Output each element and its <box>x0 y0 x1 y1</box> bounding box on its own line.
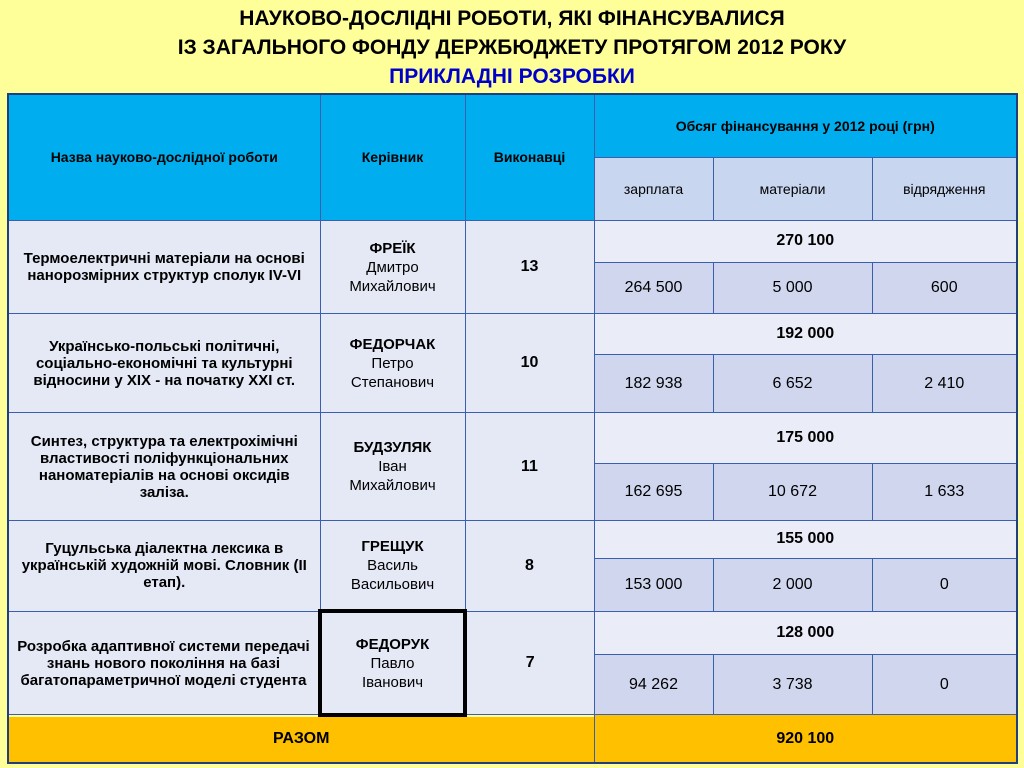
header-leader: Керівник <box>320 94 465 220</box>
travel-value: 0 <box>872 558 1017 611</box>
header-materials: матеріали <box>713 157 872 220</box>
leader <box>320 314 465 413</box>
research-funding-table <box>7 93 1018 764</box>
funding-total: 192 000 <box>594 314 1017 355</box>
work-name: Синтез, структура та електрохімічні властивості поліфункціональних наноматеріалів на основі оксидів заліза. <box>8 413 320 520</box>
table-row <box>8 314 1017 355</box>
header-salary: зарплата <box>594 157 713 220</box>
work-name: Розробка адаптивної системи передачі знань нового покоління на базі багатопараметричної моделі студента <box>8 611 320 714</box>
leader-first-name: Іван <box>378 458 407 476</box>
executors-count: 13 <box>465 220 594 313</box>
travel-value: 1 633 <box>872 463 1017 520</box>
header-funding: Обсяг фінансування у 2012 році (грн) <box>594 94 1017 157</box>
leader-first-name: Павло <box>370 654 415 672</box>
funding-total: 128 000 <box>594 611 1017 654</box>
executors-count: 7 <box>465 611 594 714</box>
subtitle: ПРИКЛАДНІ РОЗРОБКИ <box>389 65 635 88</box>
salary-value: 264 500 <box>594 263 713 314</box>
table-row <box>8 220 1017 262</box>
total-label: РАЗОМ <box>8 715 594 763</box>
table-row <box>8 520 1017 558</box>
header-name: Назва науково-дослідної роботи <box>8 94 320 220</box>
leader-surname: ГРЕЩУК <box>361 537 424 555</box>
salary-value: 162 695 <box>594 463 713 520</box>
materials-value: 3 738 <box>713 655 872 715</box>
materials-value: 6 652 <box>713 355 872 413</box>
header-row <box>8 94 1017 157</box>
leader-first-name: Василь <box>367 556 418 574</box>
leader-patronymic: Михайлович <box>349 477 436 495</box>
leader-patronymic: Степанович <box>350 373 435 391</box>
leader-patronymic: Васильович <box>350 575 435 593</box>
executors-count: 8 <box>465 520 594 611</box>
leader-surname: ФРЕЇК <box>369 239 416 257</box>
grand-total: 920 100 <box>594 715 1017 763</box>
leader-patronymic: Михайлович <box>349 277 436 295</box>
leader <box>320 413 465 520</box>
leader-surname: ФЕДОРУК <box>355 635 430 653</box>
salary-value: 153 000 <box>594 558 713 611</box>
title-line-2: ІЗ ЗАГАЛЬНОГО ФОНДУ ДЕРЖБЮДЖЕТУ ПРОТЯГОМ 2012 РОКУ <box>177 36 847 59</box>
leader-first-name: Петро <box>371 354 414 372</box>
leader-surname: ФЕДОРЧАК <box>349 335 436 353</box>
materials-value: 2 000 <box>713 558 872 611</box>
funding-total: 175 000 <box>594 413 1017 463</box>
title-line-1: НАУКОВО-ДОСЛІДНІ РОБОТИ, ЯКІ ФІНАНСУВАЛИСЯ <box>239 7 785 30</box>
work-name: Гуцульська діалектна лексика в українській художній мові. Словник (ІІ етап). <box>8 520 320 611</box>
salary-value: 182 938 <box>594 355 713 413</box>
table-row <box>8 611 1017 654</box>
funding-total: 270 100 <box>594 220 1017 262</box>
executors-count: 10 <box>465 314 594 413</box>
leader-patronymic: Іванович <box>361 673 424 691</box>
work-name: Термоелектричні матеріали на основі нанорозмірних структур сполук IV-VI <box>8 220 320 313</box>
executors-count: 11 <box>465 413 594 520</box>
total-row <box>8 715 1017 763</box>
table-row <box>8 413 1017 463</box>
header-travel: відрядження <box>872 157 1017 220</box>
salary-value: 94 262 <box>594 655 713 715</box>
header-executors: Виконавці <box>465 94 594 220</box>
leader-highlighted <box>320 611 465 714</box>
leader <box>320 220 465 313</box>
title-block <box>0 4 1024 91</box>
materials-value: 10 672 <box>713 463 872 520</box>
leader <box>320 520 465 611</box>
leader-first-name: Дмитро <box>366 258 419 276</box>
travel-value: 600 <box>872 263 1017 314</box>
materials-value: 5 000 <box>713 263 872 314</box>
leader-surname: БУДЗУЛЯК <box>353 439 432 457</box>
travel-value: 2 410 <box>872 355 1017 413</box>
travel-value: 0 <box>872 655 1017 715</box>
funding-total: 155 000 <box>594 520 1017 558</box>
work-name: Українсько-польські політичні, соціально-економічні та культурні відносини у XIX - на початку XXI ст. <box>8 314 320 413</box>
